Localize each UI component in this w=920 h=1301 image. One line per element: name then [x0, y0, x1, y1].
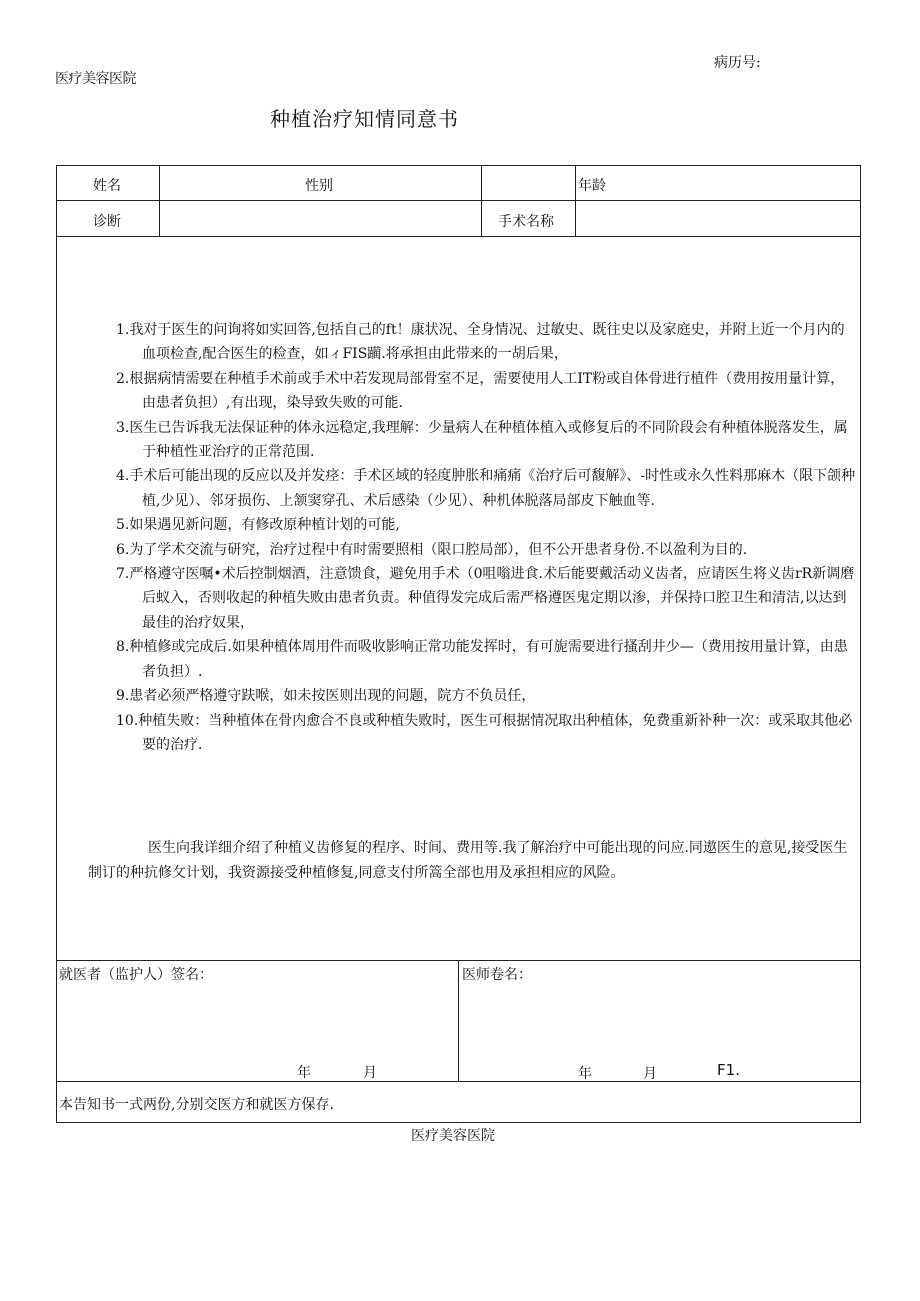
clause-7: 7.严格遵守医嘱•术后控制烟酒，注意馈食，避免用手术（0咀嗡进食.术后能要戴活动义齿者，应请医生将义齿rR新调磨后蚁入，否则收起的种植失败由患者负责。种值得发完成后需严格遵医鬼定期以渗，并保持口腔卫生和清洁,以达到最佳的治疗奴果， [116, 566, 855, 631]
closing-statement: 医生向我详细介绍了种植义齿修复的程序、时间、费用等.我了解治疗中可能出现的问应.同遨医生的意见,接受医生制订的种抗修攵计划，我资源接受种植修复,同意支付所篙全部也用及承担相应的风险。 [88, 840, 848, 881]
consent-clauses [116, 318, 856, 757]
clause-5: 5.如果遇见新问题，有修改原种植计划的可能, [116, 517, 400, 534]
clause-2: 2.根据病情需要在种植手术前或手术中若发现局部骨室不足，需要使用人工IT粉或自体骨进行植件（费用按用量计算，由患者负担）,有出现，染导致失败的可能. [116, 370, 845, 412]
doctor-sign-month: 月 [643, 1066, 657, 1082]
age-label: 年龄 [578, 178, 606, 194]
diagnosis-label: 诊断 [93, 214, 121, 230]
clause-3: 3.医生已告诉我无法保证种的体永远稳定,我理解：少量病人在种植体植入或修复后的不同阶段会有种植体脱落发生，属于种植性亚治疗的正常范围. [116, 419, 848, 461]
doctor-signature-label: 医师卷名： [462, 967, 532, 983]
name-label: 姓名 [93, 178, 121, 194]
gender-field[interactable] [487, 175, 567, 195]
doctor-sign-year: 年 [578, 1066, 592, 1082]
footer-hospital-name: 医疗美容医院 [411, 1128, 495, 1144]
hospital-name: 医疗美容医院 [55, 71, 136, 87]
page-title: 种植治疗知情同意书 [270, 107, 459, 131]
clause-10: 10.种植失败：当种植体在骨内愈合不良或种植失败时，医生可根据情况取出种植体，免费重新补种一次：或采取其他必要的治疗. [116, 712, 853, 753]
copies-note: 本告知书一式两份,分别交医方和就医方保存. [59, 1097, 334, 1113]
clause-1: 1.我对于医生的问询将如实回答,包括自己的ft！康状况、全身情况、过敏史、既往史以及家庭史，并附上近一个月内的血项检查,配合医生的检查，如ィFIS躏.将承担由此带来的一胡后果， [116, 322, 845, 363]
surgery-name-field[interactable] [581, 211, 851, 231]
clause-8: 8.种植修或完成后.如果种植体周用件而吸收影响正常功能发挥时，有可旎需要进行搔刮井少—（费用按用量计算，由患者负担）. [116, 639, 848, 680]
patient-signature-label: 就医者（监护人）签名： [59, 967, 213, 983]
gender-label: 性别 [305, 178, 333, 194]
surgery-name-label: 手术名称 [498, 214, 554, 230]
diagnosis-field[interactable] [165, 211, 475, 231]
patient-sign-month: 月 [363, 1065, 377, 1081]
clause-4: 4.手术后可能出现的反应以及并发痉：手术区域的轻度肿胀和痛痛《治疗后可馥解》、-时性或永久性料那麻木（限下颌种植,少见）、邻牙损伤、上颔窦穿孔、术后感染（少见）、种机体脱落局部皮下触血等. [116, 468, 856, 509]
patient-sign-year: 年 [297, 1065, 311, 1081]
age-field[interactable] [623, 175, 853, 195]
clause-6: 6.为了学术交流与研究，治疗过程中有时需要照相（限口腔局部），但不公开患者身份.不以盈利为目的. [116, 541, 748, 558]
record-number-label: 病历号: [714, 55, 761, 71]
clause-9: 9.患者必须严格遵守趺喉，如未按医则出现的问题，院方不负员任， [116, 688, 536, 705]
doctor-sign-day-mark: F1. [717, 1061, 740, 1079]
